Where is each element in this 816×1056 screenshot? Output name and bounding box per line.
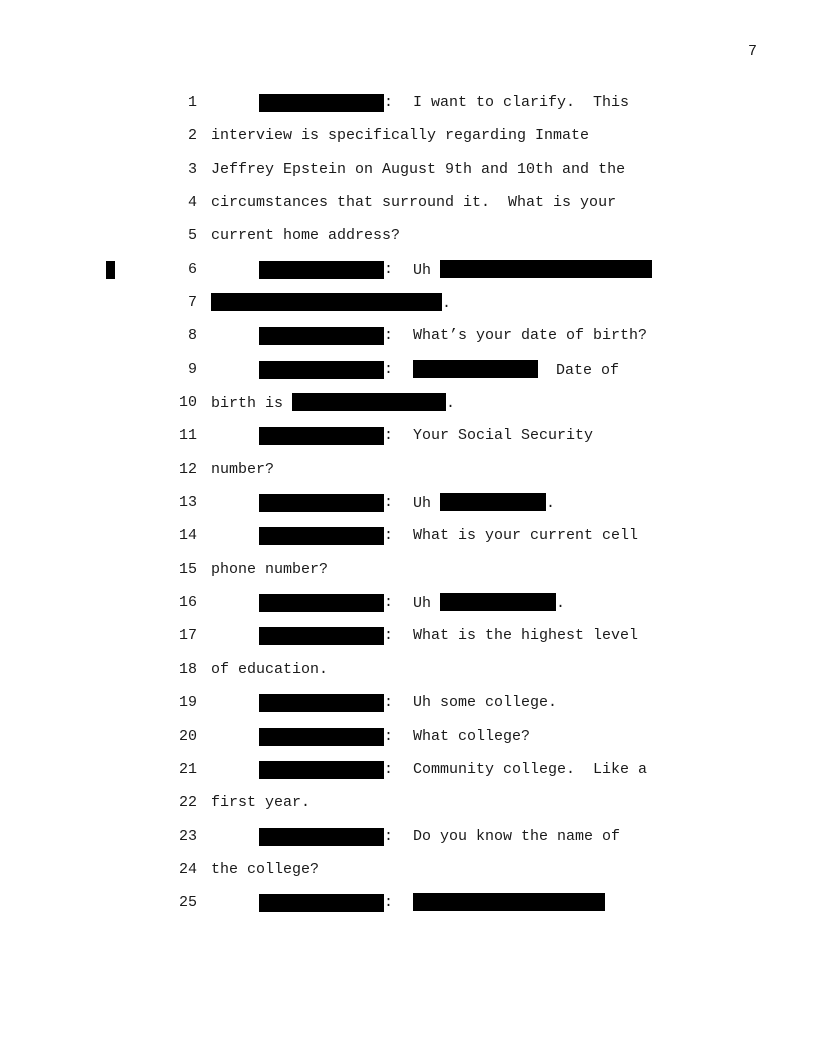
line-number: 7: [187, 294, 197, 311]
line-number: 2: [187, 127, 197, 144]
speaker-colon: :: [384, 761, 394, 778]
line-number: 23: [178, 828, 197, 845]
transcript-line: [0, 326, 816, 346]
line-text: [413, 893, 605, 914]
transcript-line: [0, 593, 816, 613]
redacted-speaker: [259, 361, 384, 379]
line-text-part: Uh: [413, 595, 432, 612]
line-number: 6: [187, 261, 197, 278]
redacted-speaker: [259, 728, 384, 746]
transcript-line: [0, 160, 816, 180]
redacted-phone: [440, 593, 556, 611]
speaker-colon: :: [384, 728, 394, 745]
line-text-part: .: [556, 595, 566, 612]
line-text: Community college. Like a: [413, 761, 648, 778]
line-text-part: Uh: [413, 495, 432, 512]
line-number: 14: [178, 527, 197, 544]
redacted-speaker: [259, 761, 384, 779]
redacted-address: [440, 260, 652, 278]
line-text: number?: [211, 461, 275, 478]
speaker-colon: :: [384, 261, 394, 278]
transcript-line: [0, 760, 816, 780]
line-number: 20: [178, 728, 197, 745]
speaker-colon: :: [384, 361, 394, 378]
transcript-line: [0, 393, 816, 413]
line-text: [413, 260, 652, 281]
line-number: 10: [178, 394, 197, 411]
redacted-speaker: [259, 527, 384, 545]
line-text-part: .: [446, 395, 456, 412]
speaker-colon: :: [384, 694, 394, 711]
line-number: 12: [178, 461, 197, 478]
line-text: circumstances that surround it. What is your: [211, 194, 617, 211]
transcript-line: [0, 626, 816, 646]
redacted-speaker: [259, 594, 384, 612]
line-text-part: birth is: [211, 395, 284, 412]
speaker-colon: :: [384, 327, 394, 344]
line-text: of education.: [211, 661, 329, 678]
line-number: 21: [178, 761, 197, 778]
transcript-line: [0, 560, 816, 580]
line-text: I want to clarify. This: [413, 94, 630, 111]
redacted-speaker: [259, 828, 384, 846]
transcript-line: [0, 293, 816, 313]
speaker-colon: :: [384, 427, 394, 444]
transcript-line: [0, 193, 816, 213]
line-text: What’s your date of birth?: [413, 327, 648, 344]
redacted-speaker: [259, 94, 384, 112]
line-text: Do you know the name of: [413, 828, 621, 845]
transcript-line: [0, 460, 816, 480]
line-text-part: .: [546, 495, 556, 512]
line-text: interview is specifically regarding Inmate: [211, 127, 590, 144]
transcript-line: [0, 727, 816, 747]
speaker-colon: :: [384, 894, 394, 911]
transcript-line: [0, 426, 816, 446]
line-number: 3: [187, 161, 197, 178]
speaker-colon: :: [384, 594, 394, 611]
line-number: 13: [178, 494, 197, 511]
line-text: [413, 360, 619, 381]
line-number: 22: [178, 794, 197, 811]
line-number: 15: [178, 561, 197, 578]
transcript-line: [0, 793, 816, 813]
line-number: 4: [187, 194, 197, 211]
line-number: 8: [187, 327, 197, 344]
line-number: 16: [178, 594, 197, 611]
line-text-part: Uh: [413, 262, 432, 279]
line-text: What is your current cell: [413, 527, 639, 544]
line-number: 11: [178, 427, 197, 444]
line-number: 9: [187, 361, 197, 378]
speaker-colon: :: [384, 527, 394, 544]
line-text: [413, 593, 565, 614]
redacted-address: [211, 293, 442, 311]
line-text: the college?: [211, 861, 320, 878]
line-text: What is the highest level: [413, 627, 639, 644]
transcript-line: [0, 693, 816, 713]
transcript-line: [0, 660, 816, 680]
redacted-date: [413, 360, 538, 378]
line-number: 1: [187, 94, 197, 111]
line-number: 18: [178, 661, 197, 678]
speaker-colon: :: [384, 494, 394, 511]
transcript-line: [0, 893, 816, 913]
transcript-line: [0, 860, 816, 880]
transcript-line: [0, 126, 816, 146]
line-number: 5: [187, 227, 197, 244]
redacted-speaker: [259, 694, 384, 712]
transcript-line: [0, 493, 816, 513]
redacted-college-name: [413, 893, 605, 911]
page-number: 7: [748, 43, 758, 60]
redacted-speaker: [259, 427, 384, 445]
transcript-line: [0, 526, 816, 546]
redacted-date: [292, 393, 446, 411]
line-text: [211, 293, 451, 314]
line-text: What college?: [413, 728, 531, 745]
redacted-speaker: [259, 627, 384, 645]
speaker-colon: :: [384, 627, 394, 644]
line-text: first year.: [211, 794, 311, 811]
transcript-line: [0, 226, 816, 246]
line-number: 24: [178, 861, 197, 878]
line-number: 25: [178, 894, 197, 911]
redacted-speaker: [259, 894, 384, 912]
line-number: 17: [178, 627, 197, 644]
line-text: [211, 393, 455, 414]
transcript-line: [0, 260, 816, 280]
line-text: Jeffrey Epstein on August 9th and 10th and the: [211, 161, 626, 178]
line-text-part: Date of: [556, 362, 620, 379]
line-text: current home address?: [211, 227, 401, 244]
line-text-part: .: [442, 295, 452, 312]
redacted-speaker: [259, 261, 384, 279]
line-text: [413, 493, 555, 514]
speaker-colon: :: [384, 828, 394, 845]
redacted-speaker: [259, 494, 384, 512]
redacted-ssn: [440, 493, 546, 511]
transcript-line: [0, 93, 816, 113]
speaker-colon: :: [384, 94, 394, 111]
line-number: 19: [178, 694, 197, 711]
line-text: phone number?: [211, 561, 329, 578]
transcript-line: [0, 360, 816, 380]
line-text: Your Social Security: [413, 427, 594, 444]
line-text: Uh some college.: [413, 694, 558, 711]
transcript-line: [0, 827, 816, 847]
redacted-speaker: [259, 327, 384, 345]
